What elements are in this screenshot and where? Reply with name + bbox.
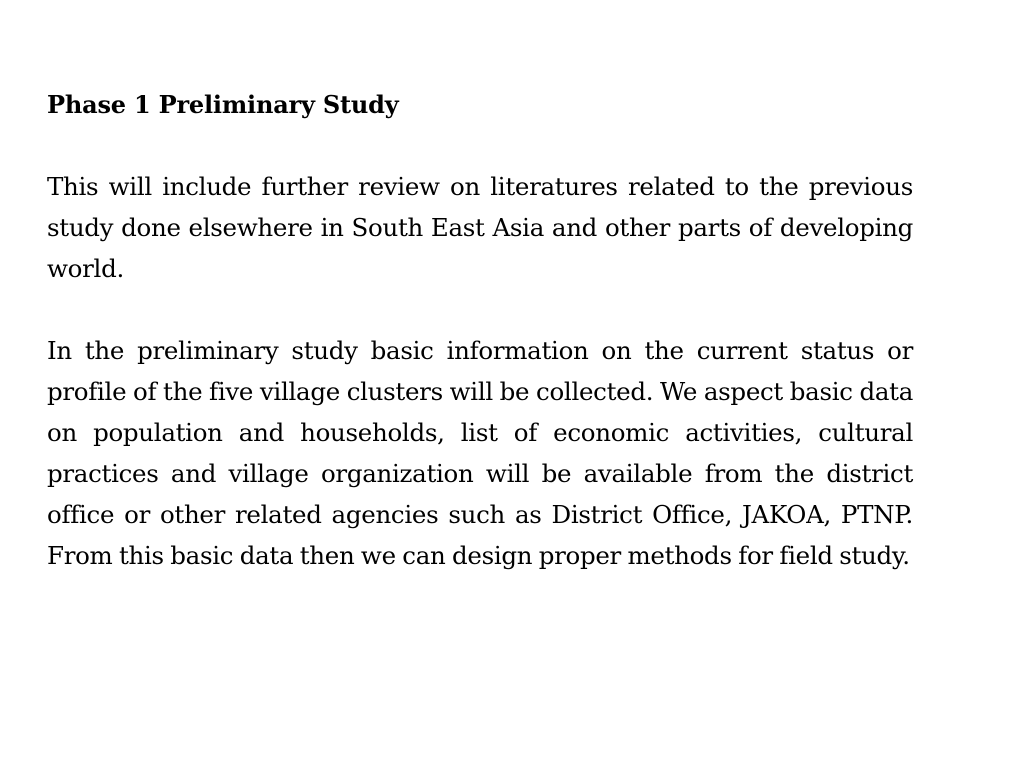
spacer bbox=[47, 125, 913, 166]
slide-content bbox=[47, 84, 913, 576]
spacer bbox=[47, 289, 913, 330]
paragraph-preliminary-study: In the preliminary study basic information on the current status or profile of the five village clusters will be collected. We aspect basic data on population and households, list of economic activities, cultural practices and village organization will be available from the district office or other related agencies such as District Office, JAKOA, PTNP. From this basic data then we can design proper methods for field study. bbox=[47, 336, 913, 570]
paragraph-literature-review: This will include further review on literatures related to the previous study done elsewhere in South East Asia and other parts of developing world. bbox=[47, 172, 913, 283]
slide-title: Phase 1 Preliminary Study bbox=[47, 90, 399, 119]
